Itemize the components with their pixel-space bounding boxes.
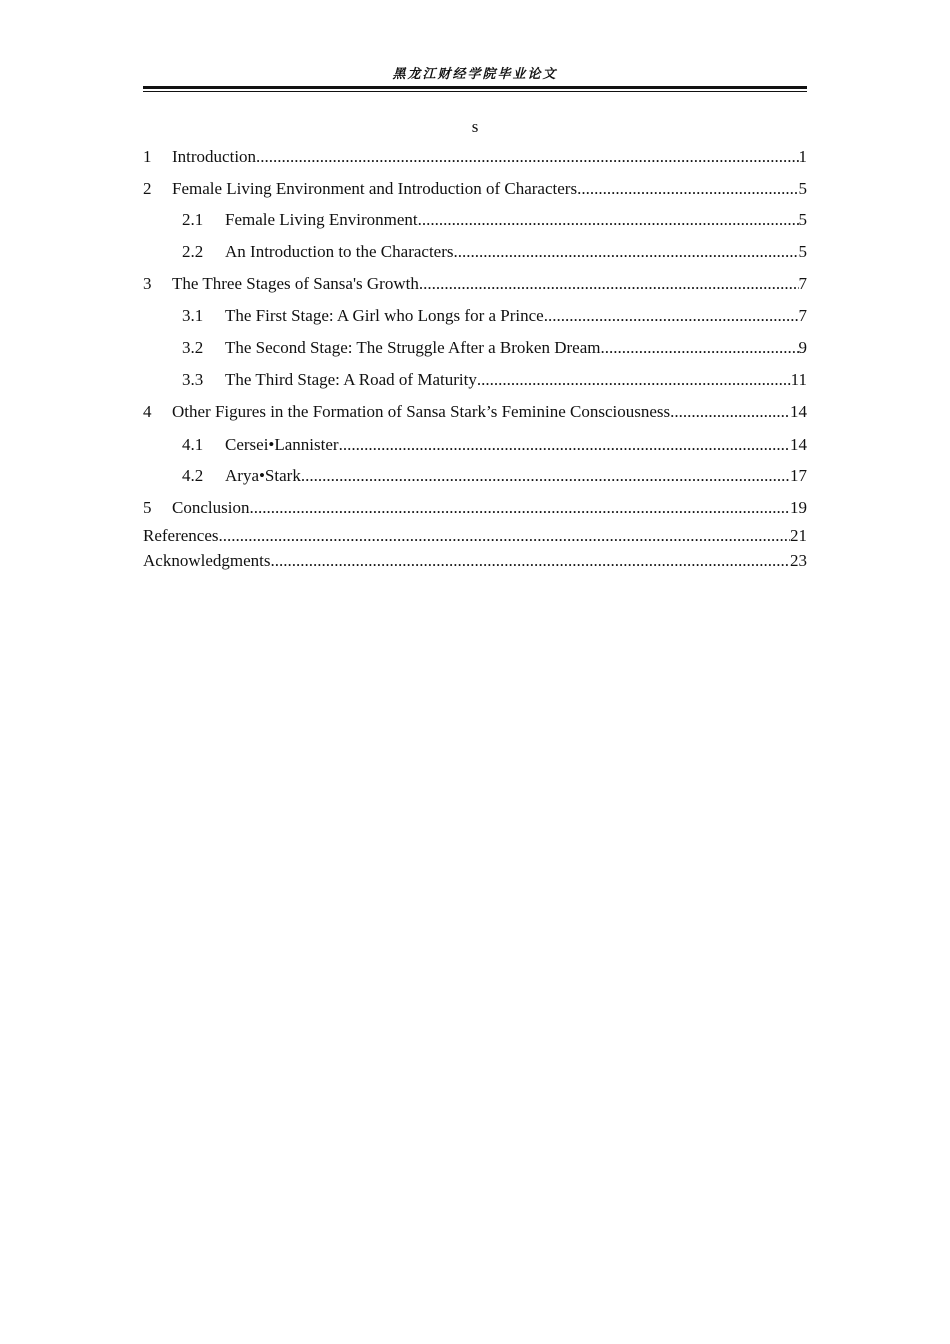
toc-dot-leader bbox=[256, 146, 798, 168]
toc-entry-number: 5 bbox=[143, 498, 152, 517]
toc-dot-leader bbox=[544, 305, 799, 327]
toc-entry-title: Female Living Environment and Introduction of Characters bbox=[172, 179, 578, 198]
page-header bbox=[143, 64, 807, 92]
toc-entry-title: The First Stage: A Girl who Longs for a Prince bbox=[225, 306, 544, 325]
toc-entry-page: 7 bbox=[798, 274, 807, 293]
toc-entry-introduction[interactable] bbox=[143, 146, 807, 168]
toc-entry-title: Other Figures in the Formation of Sansa Stark’s Feminine Consciousness bbox=[172, 402, 671, 421]
header-rule-thin bbox=[143, 91, 807, 92]
toc-entry-other-figures[interactable] bbox=[143, 401, 807, 423]
toc-entry-title: Acknowledgments bbox=[143, 551, 271, 570]
toc-dot-leader bbox=[339, 434, 790, 456]
toc-entry-title: Female Living Environment bbox=[225, 210, 418, 229]
toc-entry-title: The Three Stages of Sansa's Growth bbox=[172, 274, 419, 293]
toc-entry-female-living-environment-and-characters[interactable] bbox=[143, 178, 807, 200]
toc-entry-page: 17 bbox=[790, 466, 807, 485]
toc-dot-leader bbox=[577, 178, 798, 200]
toc-dot-leader bbox=[670, 401, 790, 423]
toc-entry-number: 2.1 bbox=[182, 210, 204, 229]
toc-dot-leader bbox=[454, 241, 799, 263]
toc-entry-page: 14 bbox=[790, 435, 807, 454]
toc-entry-title: References bbox=[143, 526, 219, 545]
toc-dot-leader bbox=[301, 465, 790, 487]
toc-entry-number: 4 bbox=[143, 402, 152, 421]
toc-entry-page: 7 bbox=[798, 306, 807, 325]
toc-entry-number: 2.2 bbox=[182, 242, 204, 261]
toc-entry-arya-stark[interactable] bbox=[182, 465, 807, 487]
toc-entry-page: 5 bbox=[798, 242, 807, 261]
toc-entry-introduction-to-characters[interactable] bbox=[182, 241, 807, 263]
toc-entry-references[interactable] bbox=[143, 525, 807, 547]
toc-entry-number: 3 bbox=[143, 274, 152, 293]
toc-entry-number: 3.3 bbox=[182, 370, 204, 389]
toc-entry-cersei-lannister[interactable] bbox=[182, 434, 807, 456]
toc-entry-page: 19 bbox=[790, 498, 807, 517]
toc-entry-acknowledgments[interactable] bbox=[143, 550, 807, 572]
toc-entry-number: 4.1 bbox=[182, 435, 204, 454]
toc-entry-title: Cersei•Lannister bbox=[225, 435, 339, 454]
toc-dot-leader bbox=[477, 369, 791, 391]
toc-entry-number: 3.2 bbox=[182, 338, 204, 357]
toc-dot-leader bbox=[418, 209, 799, 231]
toc-entry-number: 3.1 bbox=[182, 306, 204, 325]
toc-entry-page: 9 bbox=[798, 338, 807, 357]
toc-entry-title: Arya•Stark bbox=[225, 466, 301, 485]
header-rule bbox=[143, 86, 807, 89]
toc-dot-leader bbox=[249, 497, 790, 519]
toc-dot-leader bbox=[419, 273, 799, 295]
toc-entry-third-stage[interactable] bbox=[182, 369, 807, 391]
toc-entry-number: 1 bbox=[143, 147, 152, 166]
toc-entry-number: 4.2 bbox=[182, 466, 204, 485]
toc-entry-title: The Third Stage: A Road of Maturity bbox=[225, 370, 477, 389]
header-title: 黑龙江财经学院毕业论文 bbox=[392, 67, 558, 82]
toc-entry-page: 14 bbox=[790, 402, 807, 421]
toc-entry-three-stages-of-growth[interactable] bbox=[143, 273, 807, 295]
toc-entry-page: 21 bbox=[790, 526, 807, 545]
toc-entry-number: 2 bbox=[143, 179, 152, 198]
toc-entry-page: 23 bbox=[790, 551, 807, 570]
toc-entry-second-stage[interactable] bbox=[182, 337, 807, 359]
toc-entry-female-living-environment[interactable] bbox=[182, 209, 807, 231]
toc-heading: s bbox=[471, 117, 479, 136]
toc-dot-leader bbox=[600, 337, 798, 359]
toc-entry-title: Conclusion bbox=[172, 498, 250, 517]
toc-entry-title: An Introduction to the Characters bbox=[225, 242, 454, 261]
toc-entry-first-stage[interactable] bbox=[182, 305, 807, 327]
toc-entry-title: The Second Stage: The Struggle After a Broken Dream bbox=[225, 338, 601, 357]
toc-entry-conclusion[interactable] bbox=[143, 497, 807, 519]
toc-entry-title: Introduction bbox=[172, 147, 257, 166]
toc-entry-page: 5 bbox=[798, 210, 807, 229]
toc-entry-page: 11 bbox=[790, 370, 807, 389]
toc-dot-leader bbox=[219, 525, 790, 547]
toc-entry-page: 1 bbox=[798, 147, 807, 166]
toc-dot-leader bbox=[270, 550, 790, 572]
toc-entry-page: 5 bbox=[798, 179, 807, 198]
